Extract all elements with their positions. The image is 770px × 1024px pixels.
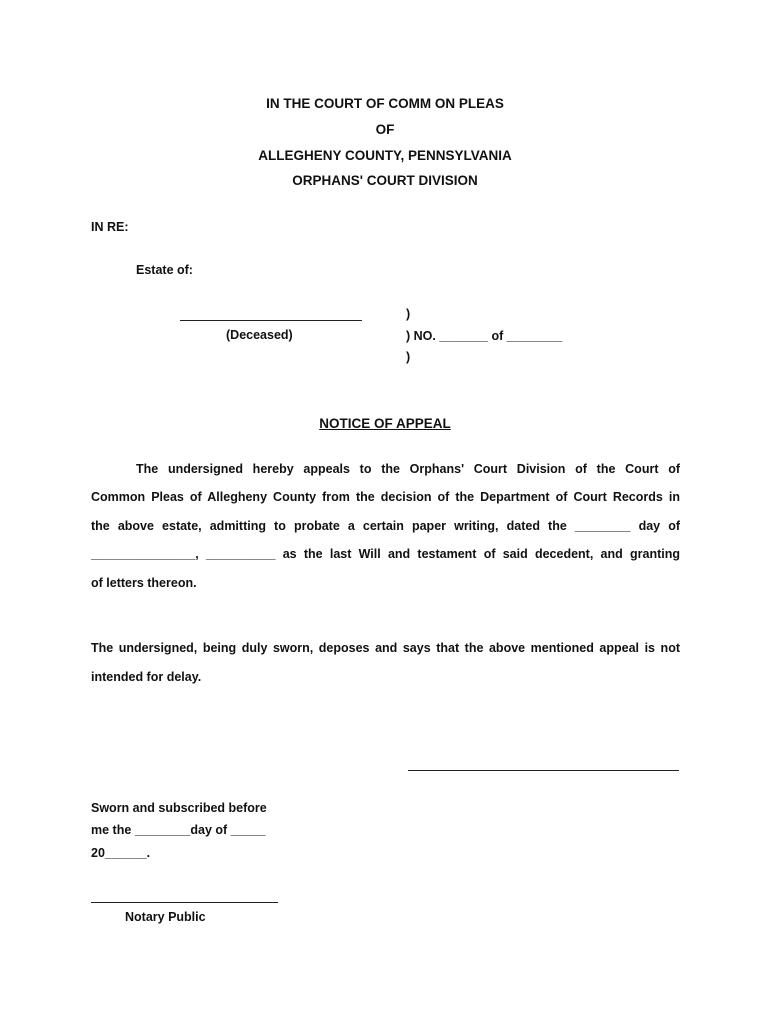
paragraph1-line: The undersigned hereby appeals to the Orphans' Court Division of the Court of	[136, 462, 680, 476]
estate-of-label: Estate of:	[136, 263, 193, 277]
paragraph1-line: _______________, __________ as the last Will and testament of said decedent, and granting	[91, 547, 680, 561]
document-title: NOTICE OF APPEAL	[319, 416, 451, 431]
case-number-field[interactable]: ) NO. _______ of ________	[406, 329, 563, 343]
jurat-line: Sworn and subscribed before	[91, 801, 267, 815]
court-name-line: IN THE COURT OF COMM ON PLEAS	[266, 96, 504, 111]
notary-public-label: Notary Public	[125, 910, 206, 924]
court-of-line: OF	[375, 122, 395, 137]
appellant-signature-line[interactable]	[408, 770, 679, 771]
in-re-label: IN RE:	[91, 220, 129, 234]
notary-signature-line[interactable]	[91, 902, 278, 903]
paragraph2-line: The undersigned, being duly sworn, deposes and says that the above mentioned appeal is not	[91, 641, 680, 655]
jurat-date-field[interactable]: me the ________day of _____	[91, 823, 266, 837]
division-line: ORPHANS' COURT DIVISION	[292, 173, 478, 188]
decedent-name-line[interactable]	[180, 320, 362, 321]
paragraph1-line: of letters thereon.	[91, 576, 197, 590]
jurat-year-field[interactable]: 20______.	[91, 846, 151, 860]
caption-paren-bottom: )	[406, 350, 411, 364]
paragraph2-line: intended for delay.	[91, 670, 202, 684]
county-line: ALLEGHENY COUNTY, PENNSYLVANIA	[258, 148, 512, 163]
paragraph1-line: Common Pleas of Allegheny County from the decision of the Department of Court Records in	[91, 490, 680, 504]
caption-paren-top: )	[406, 307, 411, 321]
deceased-label: (Deceased)	[226, 328, 293, 342]
paragraph1-line: the above estate, admitting to probate a certain paper writing, dated the ________ day of	[91, 519, 680, 533]
